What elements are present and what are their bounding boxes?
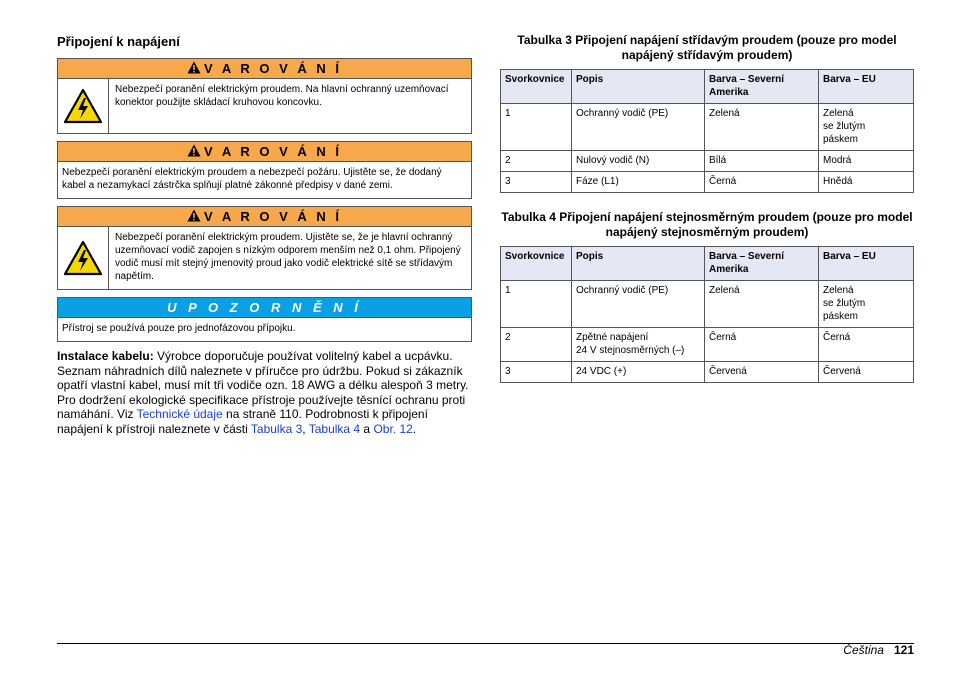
table-cell: 1 [501,281,572,328]
left-column [57,34,472,436]
caution-text: Přístroj se používá pouze pro jednofázovou přípojku. [62,323,296,334]
warning-triangle-icon [187,61,201,74]
warning-text: Nebezpečí poranění elektrickým proudem. Na hlavní ochranný uzemňovací konektor použijte skládací kruhovou koncovku. [115,84,449,108]
table-cell: 2 [501,328,572,362]
warning-text: Nebezpečí poranění elektrickým proudem. Ujistěte se, že je hlavní ochranný uzemňovací vodič zapojen s nízkým odporem menším než 0,1 ohm. Připojený vodič musí mít stejný jmenovitý proud jako vodič elektrické sítě se střídavým napětím. [115,232,461,282]
caution-box [57,297,472,342]
table-row [501,281,914,328]
table-caption: Tabulka 4 Připojení napájení stejnosměrným proudem (pouze pro model napájený stejnosměrným proudem) [501,210,913,239]
table-header-row [501,70,914,104]
table-cell: Zpětné napájení 24 V stejnosměrných (–) [572,328,705,362]
section-title: Připojení k napájení [57,34,180,49]
table-cell: Hnědá [819,172,914,193]
table-cell: Černá [705,328,819,362]
col-header: Barva – EU [819,247,914,281]
col-header: Svorkovnice [501,247,572,281]
page-footer [843,643,914,657]
table-cell: Bílá [705,151,819,172]
table-cell: Červená [819,362,914,383]
icon-cell [58,227,109,289]
table-row [501,362,914,383]
col-header: Svorkovnice [501,70,572,104]
link-table-4[interactable]: Tabulka 4 [308,421,361,436]
warning-triangle-icon [187,209,201,222]
table-cell: Modrá [819,151,914,172]
right-column [500,33,914,400]
col-header: Barva – EU [819,70,914,104]
table-row [501,328,914,362]
paragraph-text: a [360,421,374,436]
caution-header: U P O Z O R N Ě N Í [58,298,471,318]
link-table-3[interactable]: Tabulka 3 [250,421,303,436]
table-cell: Zelená [705,104,819,151]
icon-cell [58,79,109,133]
warning-box-2 [57,141,472,199]
table-cell: Ochranný vodič (PE) [572,281,705,328]
table-cell: 3 [501,172,572,193]
table-cell: Zelená se žlutým páskem [819,104,914,151]
table-cell: Zelená [705,281,819,328]
electrical-hazard-icon [63,240,103,276]
electrical-hazard-icon [63,88,103,124]
table-row [501,104,914,151]
warning-body [58,79,471,133]
warning-header [58,142,471,162]
warning-body [58,227,471,289]
table-cell: Černá [705,172,819,193]
warning-header [58,59,471,79]
warning-triangle-icon [187,144,201,157]
warning-body [58,162,471,198]
warning-box-1 [57,58,472,134]
table-cell: Fáze (L1) [572,172,705,193]
paragraph-text: Výrobce doporučuje používat volitelný kabel a ucpávku. Seznam náhradních dílů naleznete v příručce pro údržbu. Pokud si zákazník opatří vlastní kabel, musí mít tři vodiče ozn. 18 AWG a délku alespoň 3 metry. Pro dodržení ekologické specifikace přístroje používejte těsnící ochranu proti namáhání. Viz [57,349,469,421]
table-cell: Černá [819,328,914,362]
caution-body [58,318,471,341]
warning-label: V A R O V Á N Í [204,144,342,159]
link-figure-12[interactable]: Obr. 12 [373,421,413,436]
col-header: Popis [572,247,705,281]
paragraph-text: . [412,421,417,436]
table-dc-power [500,246,914,383]
table-cell: Nulový vodič (N) [572,151,705,172]
table-row [501,151,914,172]
col-header: Barva – Severní Amerika [705,247,819,281]
table-cell: Ochranný vodič (PE) [572,104,705,151]
col-header: Barva – Severní Amerika [705,70,819,104]
cable-installation-paragraph [57,349,472,436]
table-cell: 2 [501,151,572,172]
footer-rule [57,643,914,644]
table-row [501,172,914,193]
table-cell: 1 [501,104,572,151]
warning-box-3 [57,206,472,290]
col-header: Popis [572,70,705,104]
table-cell: Zelená se žlutým páskem [819,281,914,328]
link-technical-data[interactable]: Technické údaje [136,407,223,421]
table-caption: Tabulka 3 Připojení napájení střídavým proudem (pouze pro model napájený střídavým proudem) [517,33,897,62]
table-cell: 3 [501,362,572,383]
footer-language: Čeština [843,643,884,657]
table-cell: 24 VDC (+) [572,362,705,383]
warning-label: V A R O V Á N Í [204,61,342,76]
page-number: 121 [893,643,914,657]
table-header-row [501,247,914,281]
warning-header [58,207,471,227]
paragraph-text: , [302,421,309,436]
warning-label: V A R O V Á N Í [204,209,342,224]
table-ac-power [500,69,914,193]
paragraph-lead: Instalace kabelu: [57,349,154,363]
table-cell: Červená [705,362,819,383]
paragraph-text: na straně 110. Podrobnosti k připojení napájení k přístroji naleznete v části [57,407,428,436]
warning-text: Nebezpečí poranění elektrickým proudem a nebezpečí požáru. Ujistěte se, že dodaný kabel a nezamykací zástrčka splňují platné zákonné předpisy v dané zemi. [62,167,442,191]
